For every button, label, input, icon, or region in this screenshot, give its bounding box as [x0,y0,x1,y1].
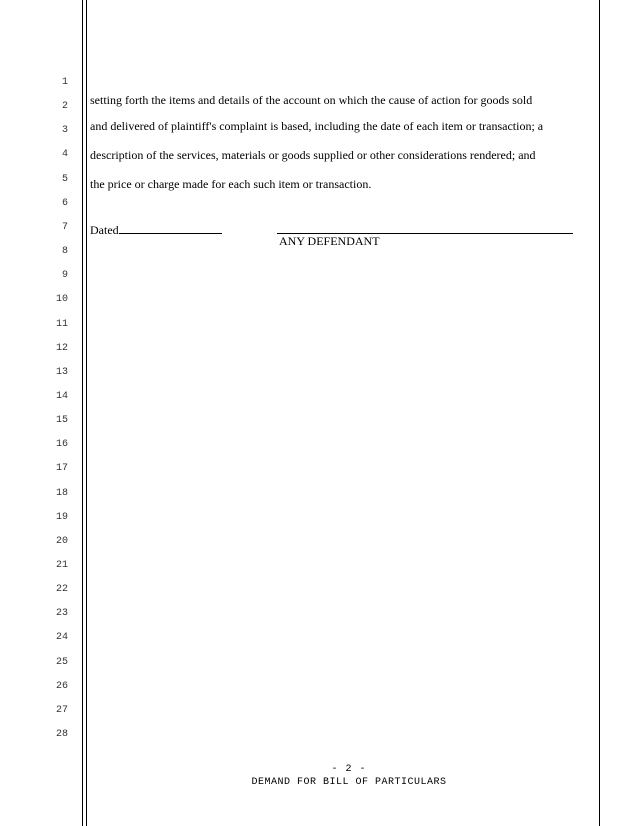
signer-label: ANY DEFENDANT [279,234,380,248]
line-number: 4 [61,149,68,161]
line-number: 18 [55,487,68,499]
line-number: 9 [61,270,68,282]
line-number: 27 [55,704,68,716]
left-margin-rule-inner [86,0,87,826]
date-blank-line [119,221,222,234]
body-text-line: and delivered of plaintiff's complaint is based, including the date of each item or transaction; a [90,119,544,133]
line-number: 26 [55,680,68,692]
left-margin-rule-outer [82,0,83,826]
dated-label: Dated [90,223,119,237]
line-number: 6 [61,197,68,209]
line-number: 14 [55,390,68,402]
line-number: 21 [55,560,68,571]
body-text-line: description of the services, materials or goods supplied or other considerations rendered; and [90,148,536,162]
body-text-line: the price or charge made for each such item or transaction. [90,177,372,191]
line-number: 13 [55,366,68,378]
line-number: 28 [55,729,68,741]
line-number: 8 [61,246,68,258]
document-title: DEMAND FOR BILL OF PARTICULARS [251,777,447,788]
page-number: - 2 - [331,764,367,775]
line-number: 19 [55,511,68,523]
line-number: 2 [61,101,68,113]
line-number: 1 [61,77,68,88]
right-margin-rule [599,0,600,826]
line-number: 25 [55,656,68,668]
line-number: 3 [61,125,68,137]
line-number: 16 [55,439,68,451]
line-number: 24 [55,632,68,644]
dated-field [90,221,222,237]
line-number: 11 [55,318,68,330]
line-number: 22 [55,584,68,596]
line-number: 7 [61,221,68,233]
line-number: 15 [55,415,68,427]
line-number: 12 [55,342,68,354]
line-number: 5 [61,173,68,185]
line-number: 17 [55,463,68,475]
line-number: 10 [55,294,68,306]
line-number: 23 [55,608,68,620]
body-text-line: setting forth the items and details of the account on which the cause of action for goods sold [90,93,533,107]
line-number: 20 [55,535,68,547]
